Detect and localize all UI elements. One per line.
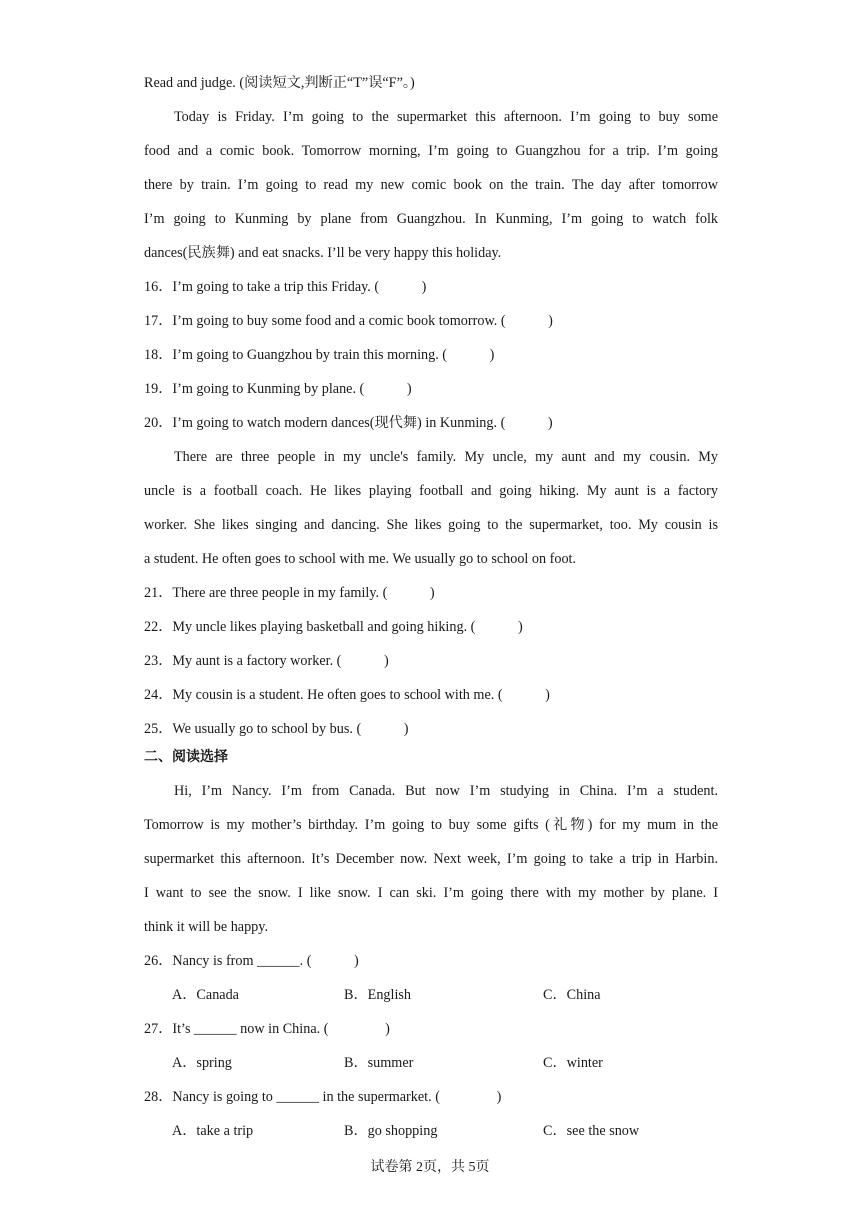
question-18: 18．I’m going to Guangzhou by train this morning. ( ) [144, 347, 495, 363]
page-footer: 试卷第 2页，共 5页 [370, 1160, 490, 1175]
passage-line: food and a comic book. Tomorrow morning, I’m going to Guangzhou for a trip. I’m going [144, 143, 718, 159]
instruction: Read and judge. (阅读短文,判断正“T”误“F”。) [144, 75, 415, 91]
option-a: A．spring [172, 1055, 232, 1071]
question-stem: 26．Nancy is from ______. ( ) [144, 953, 359, 969]
options-row [144, 1114, 718, 1148]
exam-page [144, 66, 718, 1148]
mc-question-28 [144, 1080, 718, 1148]
option-c: C．China [543, 987, 601, 1003]
passage-line: I’m going to Kunming by plane from Guangzhou. In Kunming, I’m going to watch folk [144, 211, 718, 227]
option-b: B．English [344, 987, 412, 1003]
passage-line: There are three people in my uncle's family. My uncle, my aunt and my cousin. My [174, 449, 718, 465]
question-21: 21．There are three people in my family. ( ) [144, 585, 435, 601]
passage-1 [144, 100, 718, 270]
passage-2 [144, 440, 718, 576]
question-stem: 27．It’s ______ now in China. ( ) [144, 1021, 390, 1037]
question-17: 17．I’m going to buy some food and a comic book tomorrow. ( ) [144, 313, 553, 329]
option-c: C．winter [543, 1055, 603, 1071]
passage-3 [144, 774, 718, 944]
passage-line: uncle is a football coach. He likes playing football and going hiking. My aunt is a factory [144, 483, 718, 499]
passage-line: Hi, I’m Nancy. I’m from Canada. But now I’m studying in China. I’m a student. [174, 783, 718, 799]
question-stem: 28．Nancy is going to ______ in the supermarket. ( ) [144, 1089, 502, 1105]
option-a: A．take a trip [172, 1123, 254, 1139]
question-19: 19．I’m going to Kunming by plane. ( ) [144, 381, 412, 397]
option-b: B．go shopping [344, 1123, 438, 1139]
passage-line: think it will be happy. [144, 919, 268, 935]
passage-line: Tomorrow is my mother’s birthday. I’m going to buy some gifts (礼物) for my mum in the [144, 817, 718, 833]
passage-line: supermarket this afternoon. It’s December now. Next week, I’m going to take a trip in Harbin. [144, 851, 718, 867]
passage-line: I want to see the snow. I like snow. I can ski. I’m going there with my mother by plane. I [144, 885, 718, 901]
section-heading: 二、阅读选择 [144, 749, 228, 765]
question-22: 22．My uncle likes playing basketball and going hiking. ( ) [144, 619, 523, 635]
passage-line: Today is Friday. I’m going to the supermarket this afternoon. I’m going to buy some [174, 109, 718, 125]
questions-group-1 [144, 270, 718, 440]
options-row [144, 1046, 718, 1080]
option-a: A．Canada [172, 987, 239, 1003]
question-24: 24．My cousin is a student. He often goes to school with me. ( ) [144, 687, 550, 703]
options-row [144, 978, 718, 1012]
question-25: 25．We usually go to school by bus. ( ) [144, 721, 409, 737]
question-20: 20．I’m going to watch modern dances(现代舞) in Kunming. ( ) [144, 415, 553, 431]
passage-line: worker. She likes singing and dancing. She likes going to the supermarket, too. My cousin is [144, 517, 718, 533]
questions-group-2 [144, 576, 718, 746]
question-23: 23．My aunt is a factory worker. ( ) [144, 653, 389, 669]
passage-line: a student. He often goes to school with me. We usually go to school on foot. [144, 551, 577, 567]
mc-question-27 [144, 1012, 718, 1080]
passage-line: dances(民族舞) and eat snacks. I’ll be very happy this holiday. [144, 245, 502, 261]
mc-question-26 [144, 944, 718, 1012]
option-b: B．summer [344, 1055, 414, 1071]
option-c: C．see the snow [543, 1123, 640, 1139]
passage-line: there by train. I’m going to read my new comic book on the train. The day after tomorrow [144, 177, 718, 193]
question-16: 16．I’m going to take a trip this Friday. ( ) [144, 279, 427, 295]
